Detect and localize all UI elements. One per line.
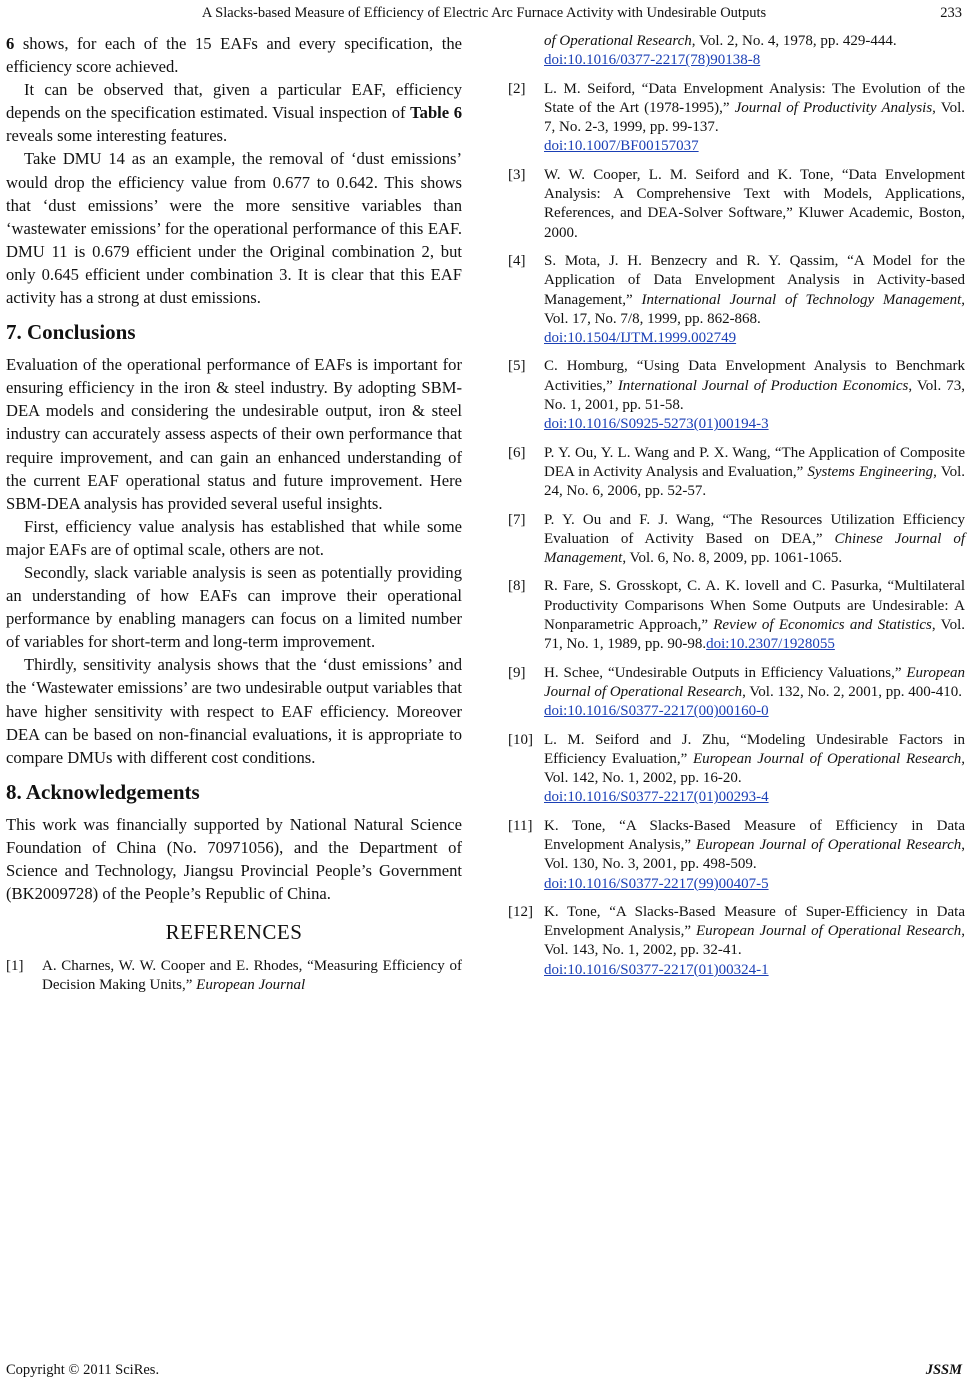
reference-text: , Vol. 73, No. 1, 2001, pp. 51-58. <box>544 377 966 414</box>
reference-item <box>508 252 965 348</box>
doi-link[interactable]: doi:10.1016/S0377-2217(01)00293-4 <box>544 789 769 806</box>
reference-number: [9] <box>508 664 526 681</box>
reference-number: [8] <box>508 578 526 595</box>
reference-journal: European Journal of Operational Research <box>692 750 962 767</box>
reference-number: [10] <box>508 731 533 748</box>
reference-number: [1] <box>6 958 24 975</box>
reference-number: [2] <box>508 80 526 97</box>
reference-item <box>6 957 462 996</box>
reference-text: , Vol. 71, No. 1, 1989, pp. 90-98. <box>544 617 965 653</box>
reference-text: , Vol. 142, No. 1, 2002, pp. 16-20. <box>544 750 966 787</box>
reference-text: C. Homburg, “Using Data Envelopment Analysis to Benchmark Activities,” <box>544 358 965 394</box>
reference-text: W. W. Cooper, L. M. Seiford and K. Tone, “Data Envelopment Analysis: A Comprehensive Text with Models, Applications, References, and DEA-Solver Software,” Kluwer Academic, Boston, 2000. <box>544 166 965 241</box>
paragraph: Thirdly, sensitivity analysis shows that the ‘dust emissions’ and the ‘Wastewater emissions’ are two undesirable output variables that have higher sensitivity with respect to EAF efficiency. Moreover DEA can be based on non-financial evaluations, it is appropriate to compare DMUs with different cost conditions. <box>6 655 462 767</box>
reference-text: P. Y. Ou, Y. L. Wang and P. X. Wang, “The Application of Composite DEA in Activity Analysis and Evaluation,” <box>544 444 965 480</box>
paragraph: This work was financially supported by National Natural Science Foundation of China (No. 70971056), and the Department of Science and Technology, Jiangsu Provincial People’s Government (BK2009728) of the People’s Republic of China. <box>6 814 462 904</box>
running-header <box>0 2 968 24</box>
paragraph-text: shows, for each of the 15 EAFs and every specification, the efficiency score achieved. <box>6 34 462 77</box>
reference-journal: Review of Economics and Statistics <box>713 617 932 634</box>
reference-text: K. Tone, “A Slacks-Based Measure of Efficiency in Data Envelopment Analysis,” <box>544 817 965 853</box>
reference-text: , Vol. 143, No. 1, 2002, pp. 32-41. <box>544 923 965 959</box>
paragraph-text: It can be observed that, given a particular EAF, efficiency depends on the specification estimated. Visual inspection of <box>6 80 462 123</box>
paragraph: Evaluation of the operational performance of EAFs is important for ensuring efficiency in the iron & steel industry. By adopting SBM-DEA models and considering the undesirable output, iron & steel industry can accurately assess aspects of their own performance that require improvement, and can gain an enhanced understanding of the current EAF operational status and future improvement. Here SBM-DEA analysis has provided several useful insights. <box>6 355 462 513</box>
right-column <box>508 32 965 989</box>
doi-link[interactable]: doi:10.2307/1928055 <box>706 636 835 653</box>
reference-item <box>508 731 965 808</box>
reference-text: , Vol. 7, No. 2-3, 1999, pp. 99-137. <box>544 99 966 136</box>
reference-number: [3] <box>508 166 526 183</box>
doi-link[interactable]: doi:10.1016/S0377-2217(99)00407-5 <box>544 875 769 892</box>
reference-list <box>508 80 965 980</box>
journal-abbrev: JSSM <box>925 1362 962 1378</box>
reference-number: [6] <box>508 444 526 461</box>
reference-number: [11] <box>508 817 533 834</box>
reference-journal: of Operational Research <box>544 33 692 49</box>
reference-text: A. Charnes, W. W. Cooper and E. Rhodes, “Measuring Efficiency of Decision Making Units,” <box>42 958 462 994</box>
paragraph: Take DMU 14 as an example, the removal of ‘dust emissions’ would drop the efficiency value from 0.677 to 0.642. This shows that ‘dust emissions’ were the more sensitive variables than ‘wastewater emissions’ for the operational performance of this EAF. DMU 11 is 0.679 efficient under the Original combination 2, but only 0.645 efficient under combination 3. It is clear that this EAF activity has a strong at dust emissions. <box>6 149 462 308</box>
reference-text: K. Tone, “A Slacks-Based Measure of Super-Efficiency in Data Envelopment Analysis,” <box>544 903 965 940</box>
section-heading-acknowledgements: 8. Acknowledgements <box>6 779 200 804</box>
reference-item <box>508 357 965 434</box>
reference-number: [12] <box>508 903 533 920</box>
reference-item <box>508 903 965 980</box>
reference-text: , Vol. 130, No. 3, 2001, pp. 498-509. <box>544 836 965 873</box>
reference-text: , Vol. 132, No. 2, 2001, pp. 400-410. <box>742 683 963 700</box>
reference-journal: Systems Engineering <box>807 463 934 480</box>
reference-journal: Journal of Productivity Analysis <box>734 99 933 116</box>
reference-text: , Vol. 24, No. 6, 2006, pp. 52-57. <box>544 463 966 500</box>
paragraph <box>6 78 462 147</box>
reference-text: , Vol. 17, No. 7/8, 1999, pp. 862-868. <box>544 291 965 327</box>
table-ref: 6 <box>6 34 15 53</box>
page-footer <box>0 1362 968 1382</box>
doi-link[interactable]: doi:10.1016/S0377-2217(01)00324-1 <box>544 961 769 978</box>
reference-item-continued <box>508 32 965 71</box>
doi-link[interactable]: doi:10.1504/IJTM.1999.002749 <box>544 330 737 347</box>
reference-text: L. M. Seiford, “Data Envelopment Analysis: The Evolution of the State of the Art (1978-1995),” <box>544 80 965 116</box>
reference-item <box>508 664 965 722</box>
table-ref: Table 6 <box>410 103 462 123</box>
reference-text: R. Fare, S. Grosskopt, C. A. K. lovell and C. Pasurka, “Multilateral Productivity Comparisons When Some Outputs are Undesirable: A Nonparametric Approach,” <box>544 578 965 634</box>
reference-journal: Chinese Journal of Management <box>544 530 966 567</box>
page-number: 233 <box>940 5 962 21</box>
reference-journal: International Journal of Technology Management <box>641 291 962 308</box>
left-column <box>6 32 462 1005</box>
section-heading-conclusions: 7. Conclusions <box>6 320 136 345</box>
reference-item <box>508 166 965 243</box>
reference-item <box>508 817 965 894</box>
paragraph <box>6 32 462 78</box>
reference-journal: European Journal of Operational Research <box>544 664 965 700</box>
reference-item <box>508 80 965 157</box>
references-heading: REFERENCES <box>165 920 303 945</box>
paragraph-text: reveals some interesting features. <box>6 126 228 146</box>
reference-number: [5] <box>508 358 526 375</box>
reference-item <box>508 444 965 502</box>
reference-journal: International Journal of Production Economics <box>617 377 909 394</box>
reference-text: L. M. Seiford and J. Zhu, “Modeling Undesirable Factors in Efficiency Evaluation,” <box>544 731 965 767</box>
reference-journal: European Journal of Operational Research <box>695 836 962 853</box>
paragraph: Secondly, slack variable analysis is seen as potentially providing an understanding of how EAFs can improve their operational performance by enabling managers can focus on a limited number of variables for short-term and long-term improvement. <box>6 562 462 652</box>
doi-link[interactable]: doi:10.1007/BF00157037 <box>544 138 699 155</box>
reference-text: , Vol. 6, No. 8, 2009, pp. 1061-1065. <box>622 550 843 567</box>
reference-text: P. Y. Ou and F. J. Wang, “The Resources Utilization Efficiency Evaluation of Activity Based on DEA,” <box>544 511 965 547</box>
reference-text: S. Mota, J. H. Benzecry and R. Y. Qassim, “A Model for the Application of Data Envelopment Analysis in Activity-based Management,” <box>544 252 965 308</box>
reference-number: [7] <box>508 511 526 528</box>
doi-link[interactable]: doi:10.1016/S0377-2217(00)00160-0 <box>544 703 769 720</box>
reference-journal: European Journal of Operational Research <box>695 923 962 940</box>
doi-link[interactable]: doi:10.1016/S0925-5273(01)00194-3 <box>544 416 769 433</box>
reference-item <box>508 511 965 569</box>
reference-text: , Vol. 2, No. 4, 1978, pp. 429-444. <box>691 33 897 49</box>
reference-item <box>508 577 965 654</box>
paragraph: First, efficiency value analysis has established that while some major EAFs are of optimal scale, others are not. <box>6 516 462 559</box>
running-title: A Slacks-based Measure of Efficiency of Electric Arc Furnace Activity with Undesirable Outputs <box>201 5 767 21</box>
reference-text: H. Schee, “Undesirable Outputs in Efficiency Valuations,” <box>544 664 907 681</box>
copyright: Copyright © 2011 SciRes. <box>6 1362 160 1378</box>
reference-journal: European Journal <box>196 977 306 994</box>
reference-number: [4] <box>508 252 526 269</box>
doi-link[interactable]: doi:10.1016/0377-2217(78)90138-8 <box>544 52 761 69</box>
